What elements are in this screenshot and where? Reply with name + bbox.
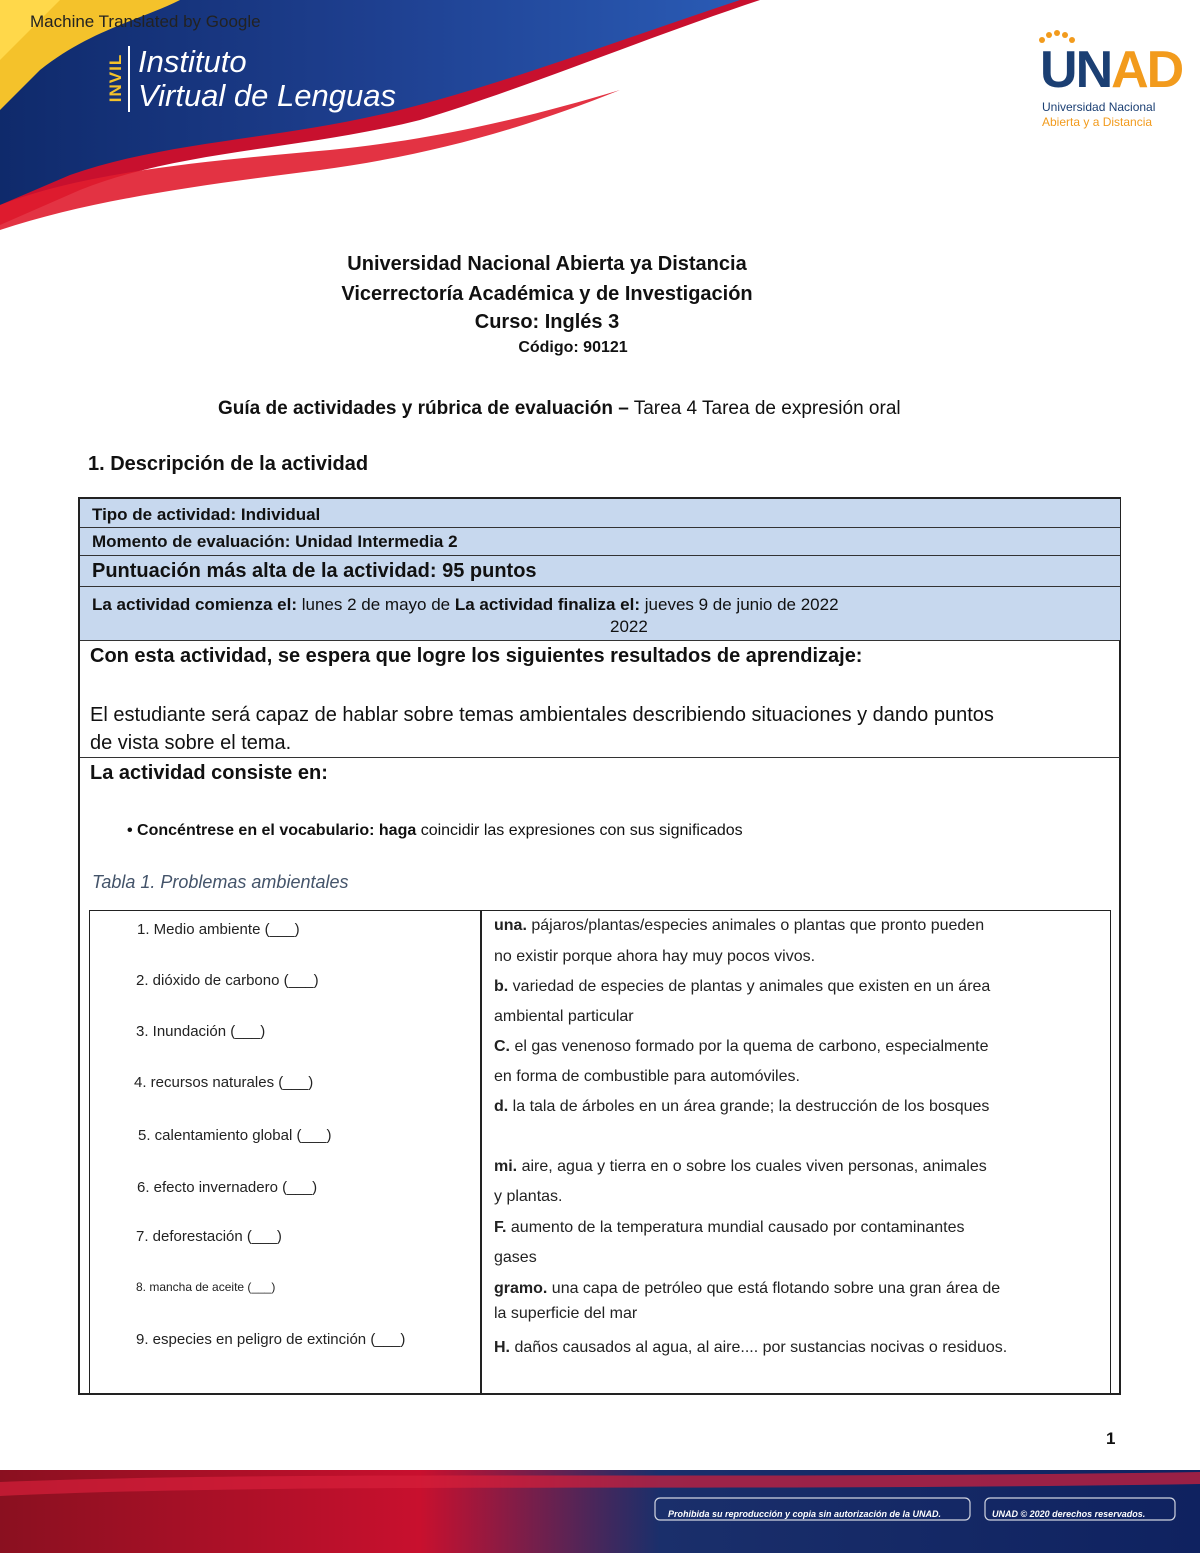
- term-item: 4. recursos naturales (___): [134, 1074, 314, 1091]
- row-momento: [80, 528, 1120, 556]
- definition-item: d. la tala de árboles en un área grande; la destrucción de los bosques: [494, 1098, 990, 1115]
- term-item: 8. mancha de aceite (___): [136, 1280, 276, 1294]
- definition-item-cont: gases: [494, 1249, 537, 1266]
- term-item: 3. Inundación (___): [136, 1023, 266, 1040]
- ivl-logo-line2: Virtual de Lenguas: [138, 78, 396, 113]
- vicerrectoria-title: Vicerrectoría Académica y de Investigación: [341, 283, 753, 305]
- momento-text: Momento de evaluación: Unidad Intermedia 2: [92, 532, 458, 551]
- definition-item: H. daños causados al agua, al aire.... por sustancias nocivas o residuos.: [494, 1339, 1008, 1356]
- header-banner: [0, 0, 1200, 230]
- section-heading: 1. Descripción de la actividad: [88, 453, 369, 475]
- puntuacion-text: Puntuación más alta de la actividad: 95 puntos: [92, 560, 537, 582]
- footer-left-text: Prohibida su reproducción y copia sin autorización de la UNAD.: [668, 1509, 942, 1519]
- course-code: Código: 90121: [518, 339, 628, 356]
- machine-translated-label: Machine Translated by Google: [30, 12, 261, 31]
- ivl-logo-line1: Instituto: [138, 44, 247, 79]
- definition-item-cont: la superficie del mar: [494, 1305, 638, 1322]
- comienza-year: 2022: [610, 617, 648, 636]
- bullet-item: • Concéntrese en el vocabulario: haga coincidir las expresiones con sus significados: [127, 822, 743, 839]
- definition-item: una. pájaros/plantas/especies animales o plantas que pronto pueden: [494, 917, 985, 934]
- definition-item-cont: no existir porque ahora hay muy pocos vivos.: [494, 948, 816, 965]
- table-caption: Tabla 1. Problemas ambientales: [92, 872, 349, 892]
- definition-item: F. aumento de la temperatura mundial causado por contaminantes: [494, 1219, 965, 1236]
- term-item: 5. calentamiento global (___): [138, 1127, 332, 1144]
- definition-item: b. variedad de especies de plantas y animales que existen en un área: [494, 978, 991, 995]
- course-title: Curso: Inglés 3: [474, 311, 620, 333]
- definition-item: C. el gas venenoso formado por la quema de carbono, especialmente: [494, 1038, 989, 1055]
- resultados-heading: Con esta actividad, se espera que logre los siguientes resultados de aprendizaje:: [90, 645, 863, 667]
- definition-item: gramo. una capa de petróleo que está flotando sobre una gran área de: [494, 1280, 1001, 1297]
- term-item: 6. efecto invernadero (___): [137, 1179, 318, 1196]
- term-item: 1. Medio ambiente (___): [137, 921, 300, 938]
- definition-item: mi. aire, agua y tierra en o sobre los cuales viven personas, animales: [494, 1158, 987, 1175]
- guide-title: Guía de actividades y rúbrica de evaluación – Tarea 4 Tarea de expresión oral: [218, 398, 901, 419]
- resultados-line1: El estudiante será capaz de hablar sobre temas ambientales describiendo situaciones y dando puntos: [90, 704, 994, 726]
- university-title: Universidad Nacional Abierta ya Distancia: [347, 253, 747, 275]
- tipo-text: Tipo de actividad: Individual: [92, 505, 321, 524]
- term-item: 2. dióxido de carbono (___): [136, 972, 319, 989]
- fechas-text: La actividad comienza el: lunes 2 de mayo de La actividad finaliza el: jueves 9 de junio de 2022: [92, 595, 839, 614]
- ivl-vertical-text: INVIL: [106, 53, 126, 103]
- ivl-divider: [128, 46, 130, 112]
- definition-item-cont: ambiental particular: [494, 1008, 634, 1025]
- unad-subtitle-1: Universidad Nacional: [1042, 100, 1156, 114]
- resultados-line2: de vista sobre el tema.: [90, 732, 292, 754]
- unad-logo: UNAD: [1040, 41, 1183, 99]
- term-item: 7. deforestación (___): [136, 1228, 282, 1245]
- header-banner-graphic: [0, 0, 1200, 230]
- row-tipo: [80, 499, 1120, 528]
- definition-item-cont: en forma de combustible para automóviles.: [494, 1068, 800, 1085]
- page-number: 1: [1106, 1429, 1116, 1448]
- unad-subtitle-2: Abierta y a Distancia: [1042, 115, 1153, 129]
- divider-line: [80, 757, 1120, 758]
- consiste-heading: La actividad consiste en:: [90, 762, 328, 784]
- row-puntuacion: [80, 556, 1120, 587]
- matching-table-divider: [480, 911, 482, 1393]
- footer-right-text: UNAD © 2020 derechos reservados.: [992, 1509, 1146, 1519]
- definition-item-cont: y plantas.: [494, 1188, 563, 1205]
- term-item: 9. especies en peligro de extinción (___): [136, 1331, 406, 1348]
- row-fechas: [80, 587, 1120, 641]
